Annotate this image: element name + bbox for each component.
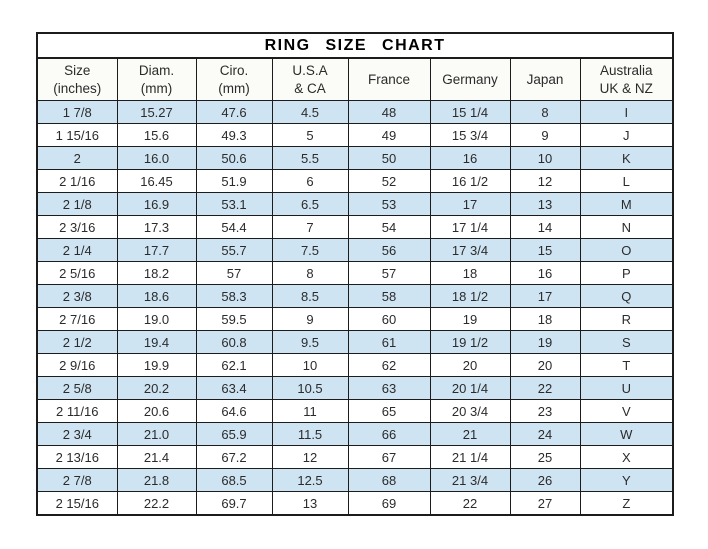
cell: 19.9 <box>117 354 196 377</box>
cell: 1 15/16 <box>37 124 117 147</box>
table-row <box>37 308 673 331</box>
cell: O <box>580 239 673 262</box>
cell: 14 <box>510 216 580 239</box>
cell: 12 <box>272 446 348 469</box>
cell: 50 <box>348 147 430 170</box>
cell: 11 <box>272 400 348 423</box>
cell: 67.2 <box>196 446 272 469</box>
cell: 1 7/8 <box>37 101 117 124</box>
cell: 21.8 <box>117 469 196 492</box>
cell: 2 15/16 <box>37 492 117 516</box>
cell: V <box>580 400 673 423</box>
cell: 49 <box>348 124 430 147</box>
cell: 48 <box>348 101 430 124</box>
cell: 57 <box>196 262 272 285</box>
cell: 21.0 <box>117 423 196 446</box>
cell: 19 <box>430 308 510 331</box>
cell: 63.4 <box>196 377 272 400</box>
cell: 65 <box>348 400 430 423</box>
column-header: Ciro. (mm) <box>196 58 272 101</box>
table-row <box>37 193 673 216</box>
cell: 16.9 <box>117 193 196 216</box>
cell: 20.2 <box>117 377 196 400</box>
table-row <box>37 124 673 147</box>
table-row <box>37 469 673 492</box>
cell: 5.5 <box>272 147 348 170</box>
cell: 21.4 <box>117 446 196 469</box>
cell: 60 <box>348 308 430 331</box>
cell: 2 7/16 <box>37 308 117 331</box>
cell: 56 <box>348 239 430 262</box>
cell: 2 13/16 <box>37 446 117 469</box>
cell: 4.5 <box>272 101 348 124</box>
column-header: U.S.A & CA <box>272 58 348 101</box>
cell: 15 <box>510 239 580 262</box>
table-row <box>37 216 673 239</box>
cell: 11.5 <box>272 423 348 446</box>
cell: 55.7 <box>196 239 272 262</box>
cell: 17 <box>510 285 580 308</box>
table-row <box>37 101 673 124</box>
cell: 6 <box>272 170 348 193</box>
cell: U <box>580 377 673 400</box>
cell: 9.5 <box>272 331 348 354</box>
cell: 68.5 <box>196 469 272 492</box>
table-row <box>37 446 673 469</box>
table-row <box>37 147 673 170</box>
cell: 5 <box>272 124 348 147</box>
cell: 8.5 <box>272 285 348 308</box>
cell: 25 <box>510 446 580 469</box>
cell: 2 9/16 <box>37 354 117 377</box>
cell: 22 <box>510 377 580 400</box>
cell: 10 <box>510 147 580 170</box>
cell: J <box>580 124 673 147</box>
cell: 12.5 <box>272 469 348 492</box>
cell: R <box>580 308 673 331</box>
cell: X <box>580 446 673 469</box>
cell: 13 <box>272 492 348 516</box>
cell: 17 1/4 <box>430 216 510 239</box>
cell: 2 1/4 <box>37 239 117 262</box>
cell: 61 <box>348 331 430 354</box>
cell: 51.9 <box>196 170 272 193</box>
cell: 21 1/4 <box>430 446 510 469</box>
cell: W <box>580 423 673 446</box>
column-header: Australia UK & NZ <box>580 58 673 101</box>
table-row <box>37 239 673 262</box>
table-row <box>37 354 673 377</box>
cell: Q <box>580 285 673 308</box>
cell: 19 <box>510 331 580 354</box>
cell: 15.27 <box>117 101 196 124</box>
cell: 16 <box>430 147 510 170</box>
cell: 21 3/4 <box>430 469 510 492</box>
cell: 18 <box>510 308 580 331</box>
cell: 67 <box>348 446 430 469</box>
cell: 49.3 <box>196 124 272 147</box>
cell: 17.3 <box>117 216 196 239</box>
table-row <box>37 423 673 446</box>
cell: I <box>580 101 673 124</box>
table-row <box>37 377 673 400</box>
cell: 2 11/16 <box>37 400 117 423</box>
cell: 58.3 <box>196 285 272 308</box>
cell: 54.4 <box>196 216 272 239</box>
cell: 68 <box>348 469 430 492</box>
cell: 2 3/8 <box>37 285 117 308</box>
cell: P <box>580 262 673 285</box>
cell: N <box>580 216 673 239</box>
cell: 10 <box>272 354 348 377</box>
cell: 20 3/4 <box>430 400 510 423</box>
cell: 47.6 <box>196 101 272 124</box>
cell: 20 <box>430 354 510 377</box>
cell: 6.5 <box>272 193 348 216</box>
cell: 12 <box>510 170 580 193</box>
cell: 52 <box>348 170 430 193</box>
cell: 2 5/8 <box>37 377 117 400</box>
table-row <box>37 262 673 285</box>
cell: 69.7 <box>196 492 272 516</box>
column-header: Japan <box>510 58 580 101</box>
cell: 16 <box>510 262 580 285</box>
cell: 2 1/2 <box>37 331 117 354</box>
cell: 9 <box>510 124 580 147</box>
column-header: Diam. (mm) <box>117 58 196 101</box>
cell: M <box>580 193 673 216</box>
cell: 2 <box>37 147 117 170</box>
cell: 26 <box>510 469 580 492</box>
cell: 23 <box>510 400 580 423</box>
cell: 19.0 <box>117 308 196 331</box>
cell: 19 1/2 <box>430 331 510 354</box>
cell: 16.0 <box>117 147 196 170</box>
cell: 17.7 <box>117 239 196 262</box>
cell: 10.5 <box>272 377 348 400</box>
cell: 9 <box>272 308 348 331</box>
cell: 2 3/4 <box>37 423 117 446</box>
cell: 8 <box>272 262 348 285</box>
cell: 20.6 <box>117 400 196 423</box>
cell: 27 <box>510 492 580 516</box>
cell: 18 1/2 <box>430 285 510 308</box>
cell: 22.2 <box>117 492 196 516</box>
cell: K <box>580 147 673 170</box>
cell: S <box>580 331 673 354</box>
cell: 66 <box>348 423 430 446</box>
cell: 65.9 <box>196 423 272 446</box>
table-row <box>37 285 673 308</box>
column-header-row <box>37 58 673 101</box>
cell: 53 <box>348 193 430 216</box>
column-header: Germany <box>430 58 510 101</box>
cell: 50.6 <box>196 147 272 170</box>
table-row <box>37 331 673 354</box>
cell: 22 <box>430 492 510 516</box>
cell: 2 3/16 <box>37 216 117 239</box>
cell: 64.6 <box>196 400 272 423</box>
cell: 57 <box>348 262 430 285</box>
cell: 63 <box>348 377 430 400</box>
cell: 18 <box>430 262 510 285</box>
cell: 59.5 <box>196 308 272 331</box>
cell: 58 <box>348 285 430 308</box>
ring-size-chart <box>36 32 674 516</box>
cell: 17 3/4 <box>430 239 510 262</box>
cell: 15 1/4 <box>430 101 510 124</box>
ring-size-table <box>36 32 674 516</box>
cell: 8 <box>510 101 580 124</box>
cell: 13 <box>510 193 580 216</box>
cell: 53.1 <box>196 193 272 216</box>
cell: 15.6 <box>117 124 196 147</box>
column-header: France <box>348 58 430 101</box>
table-row <box>37 492 673 516</box>
cell: 2 1/8 <box>37 193 117 216</box>
cell: 15 3/4 <box>430 124 510 147</box>
cell: 17 <box>430 193 510 216</box>
cell: 16 1/2 <box>430 170 510 193</box>
cell: 60.8 <box>196 331 272 354</box>
table-row <box>37 170 673 193</box>
cell: 20 <box>510 354 580 377</box>
cell: 2 5/16 <box>37 262 117 285</box>
table-body <box>37 101 673 516</box>
cell: 24 <box>510 423 580 446</box>
cell: 19.4 <box>117 331 196 354</box>
cell: Y <box>580 469 673 492</box>
cell: 2 1/16 <box>37 170 117 193</box>
cell: 20 1/4 <box>430 377 510 400</box>
cell: 54 <box>348 216 430 239</box>
cell: 21 <box>430 423 510 446</box>
cell: T <box>580 354 673 377</box>
table-row <box>37 400 673 423</box>
cell: 7 <box>272 216 348 239</box>
cell: 2 7/8 <box>37 469 117 492</box>
chart-title: RING SIZE CHART <box>37 33 673 58</box>
cell: 18.2 <box>117 262 196 285</box>
cell: 62 <box>348 354 430 377</box>
cell: 7.5 <box>272 239 348 262</box>
cell: 62.1 <box>196 354 272 377</box>
column-header: Size (inches) <box>37 58 117 101</box>
cell: 18.6 <box>117 285 196 308</box>
cell: 16.45 <box>117 170 196 193</box>
title-row <box>37 33 673 58</box>
cell: L <box>580 170 673 193</box>
cell: Z <box>580 492 673 516</box>
cell: 69 <box>348 492 430 516</box>
